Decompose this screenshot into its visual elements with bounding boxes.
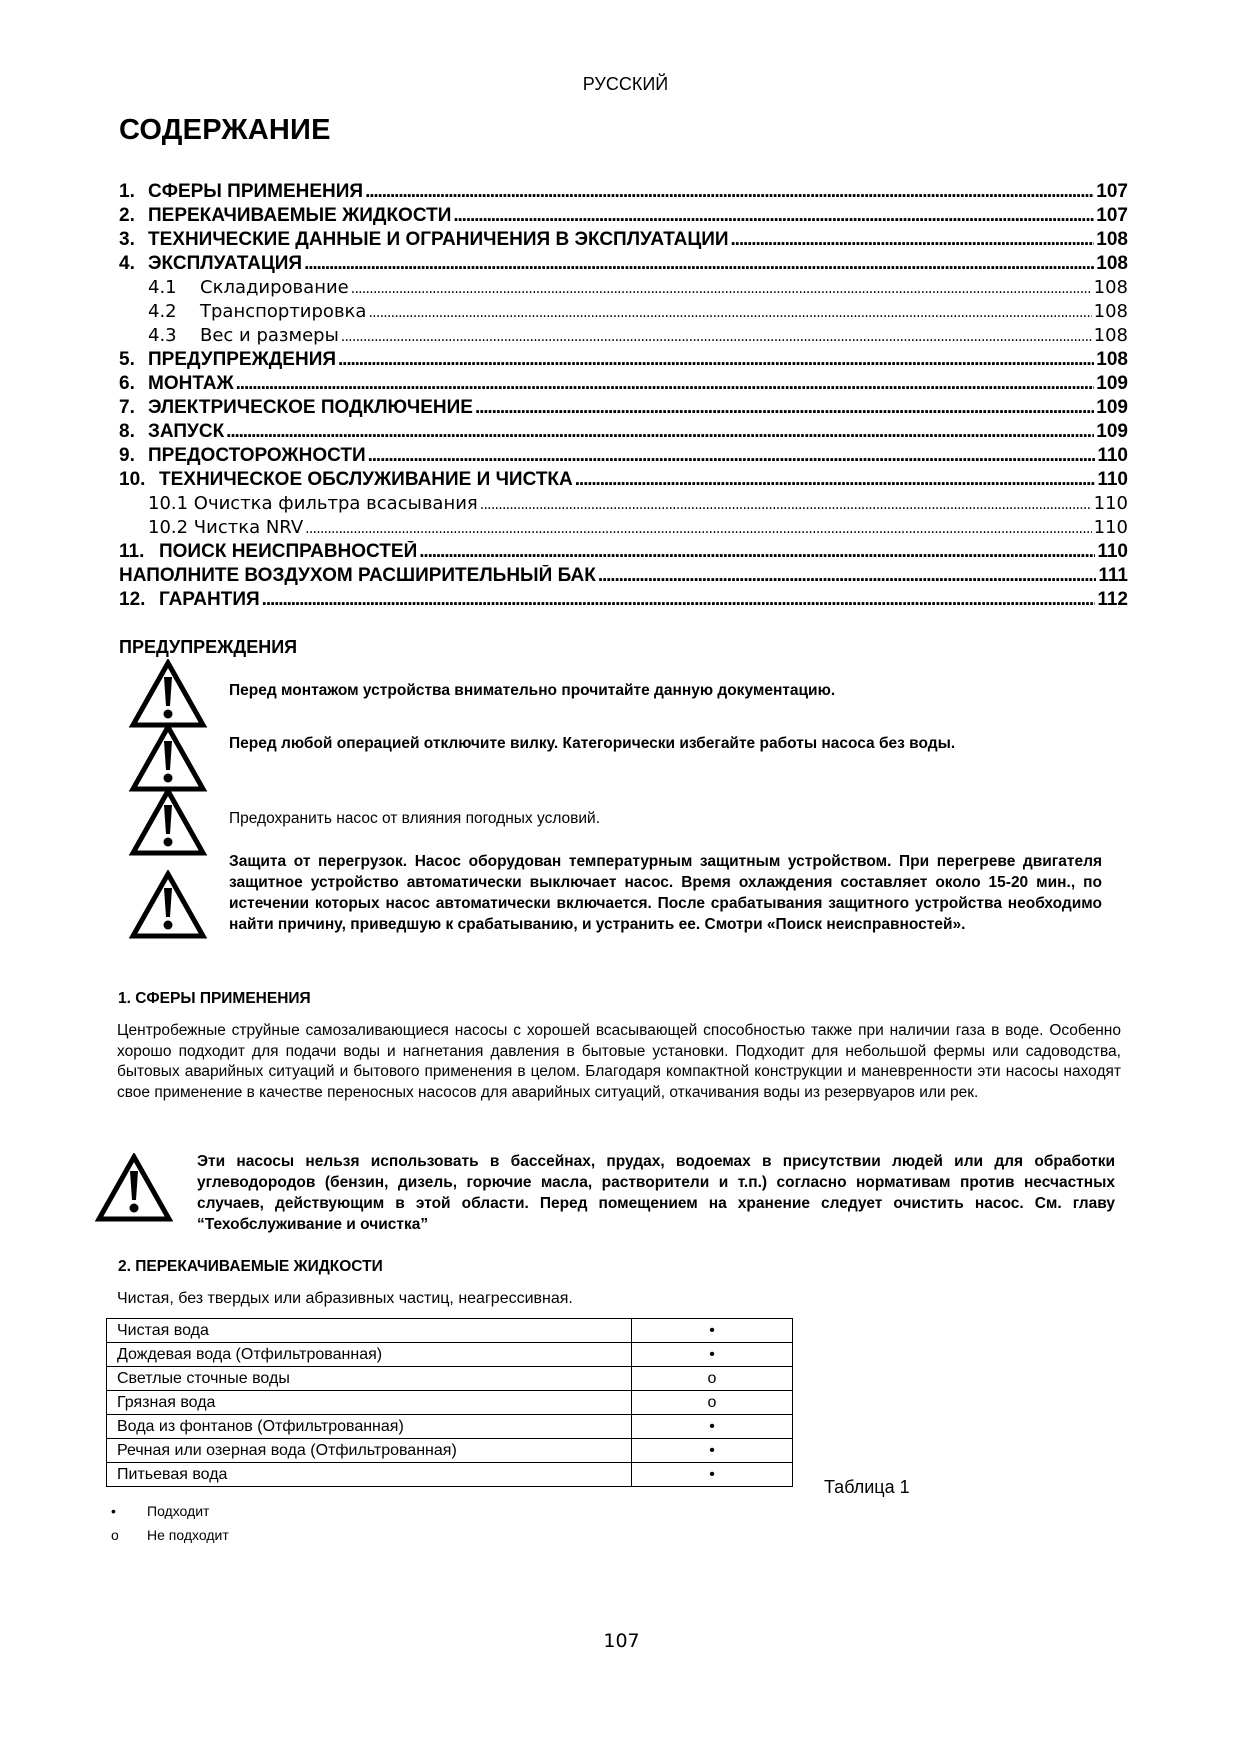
legend-item xyxy=(111,1527,229,1543)
toc-leader-dots xyxy=(236,373,1095,395)
suitability-mark: • xyxy=(632,1463,793,1487)
toc-leader-dots xyxy=(598,565,1097,587)
toc-item-label: МОНТАЖ xyxy=(148,373,234,394)
warnings-title: ПРЕДУПРЕЖДЕНИЯ xyxy=(119,637,298,657)
warning-text: Перед монтажом устройства внимательно прочитайте данную документацию. xyxy=(229,682,836,699)
toc-item-label: ЭКСПЛУАТАЦИЯ xyxy=(148,253,303,274)
toc-item-page: 108 xyxy=(1096,349,1128,370)
toc-item-number: 10. xyxy=(119,469,146,490)
suitability-mark: • xyxy=(632,1415,793,1439)
language-label: РУССКИЙ xyxy=(582,74,669,94)
warning-triangle-icon xyxy=(129,787,207,857)
liquid-name: Грязная вода xyxy=(107,1391,632,1415)
toc-item-page: 110 xyxy=(1097,469,1128,490)
toc-leader-dots xyxy=(575,469,1096,491)
toc-item-page: 112 xyxy=(1097,589,1128,610)
toc-leader-dots xyxy=(368,301,1091,322)
suitability-mark: • xyxy=(632,1319,793,1343)
toc-item-number: 8. xyxy=(119,421,135,442)
legend-item xyxy=(111,1503,209,1519)
toc-item-label: Вес и размеры xyxy=(200,325,339,346)
toc-leader-dots xyxy=(262,589,1096,611)
toc-item[interactable] xyxy=(119,205,1128,229)
toc-subitem[interactable] xyxy=(119,277,1128,301)
table-row xyxy=(107,1439,793,1463)
suitability-mark: o xyxy=(632,1367,793,1391)
toc-item-number: 2. xyxy=(119,205,135,226)
page-number xyxy=(0,1630,1241,1652)
table-row xyxy=(107,1391,793,1415)
toc-leader-dots xyxy=(341,325,1092,346)
toc-leader-dots xyxy=(368,445,1096,467)
toc-item-label: ПРЕДОСТОРОЖНОСТИ xyxy=(148,445,366,466)
toc-item-page: 110 xyxy=(1097,541,1128,562)
liquid-name: Дождевая вода (Отфильтрованная) xyxy=(107,1343,632,1367)
toc-item-number: 4.3 xyxy=(148,325,177,346)
toc-subitem[interactable] xyxy=(119,301,1128,325)
toc-leader-dots xyxy=(731,229,1095,251)
toc-item-page: 111 xyxy=(1098,565,1128,586)
toc-item-label: Транспортировка xyxy=(200,301,367,322)
liquid-name: Вода из фонтанов (Отфильтрованная) xyxy=(107,1415,632,1439)
suitability-mark: • xyxy=(632,1343,793,1367)
liquid-name: Светлые сточные воды xyxy=(107,1367,632,1391)
section-paragraph: Центробежные струйные самозаливающиеся насосы с хорошей всасывающей способностью также при наличии газа в воде. Особенно хорошо подходит для подачи воды и нагнетания давления в бытовые установки. Подходит для небольшой фермы или садоводства, бытовых аварийных ситуаций и бытового применения в целом. Благодаря компактной конструкции и маневренности эти насосы находят свое применение в качестве переносных насосов для аварийных ситуаций, откачивания воды из резервуаров или рек. xyxy=(117,1022,1121,1101)
liquid-name: Чистая вода xyxy=(107,1319,632,1343)
toc-leader-dots xyxy=(226,421,1094,443)
toc-leader-dots xyxy=(480,493,1092,514)
warning-text: Эти насосы нельзя использовать в бассейнах, прудах, водоемах в присутствии людей или для обработки углеводородов (бензин, дизель, горючие масла, растворители и т.п.) согласно нормативам против несчастных случаев, действующим в этой области. Перед помещением на хранение следует очистить насос. См. главу “Техобслуживание и очистка” xyxy=(197,1153,1115,1233)
toc-subitem[interactable] xyxy=(119,493,1128,517)
toc-item-page: 109 xyxy=(1096,373,1128,394)
liquid-name: Питьевая вода xyxy=(107,1463,632,1487)
liquid-name: Речная или озерная вода (Отфильтрованная) xyxy=(107,1439,632,1463)
table-row xyxy=(107,1415,793,1439)
toc-leader-dots xyxy=(475,397,1094,419)
toc-item-number: 9. xyxy=(119,445,135,466)
toc-item-page: 108 xyxy=(1096,253,1128,274)
toc-item-label: ПЕРЕКАЧИВАЕМЫЕ ЖИДКОСТИ xyxy=(148,205,452,226)
toc-item[interactable] xyxy=(119,589,1128,613)
toc-leader-dots xyxy=(453,205,1094,227)
legend-label: Не подходит xyxy=(147,1527,229,1543)
toc-item-page: 110 xyxy=(1093,493,1128,514)
toc-item-label: ПОИСК НЕИСПРАВНОСТЕЙ xyxy=(159,541,418,562)
toc-leader-dots xyxy=(419,541,1095,563)
toc-item-label: СФЕРЫ ПРИМЕНЕНИЯ xyxy=(148,181,364,202)
toc-item-page: 108 xyxy=(1096,229,1128,250)
toc-leader-dots xyxy=(338,349,1094,371)
toc-item[interactable] xyxy=(119,349,1128,373)
language-header xyxy=(0,74,1241,95)
toc-leader-dots xyxy=(365,181,1094,203)
toc-leader-dots xyxy=(351,277,1092,298)
warning-triangle-icon xyxy=(129,723,207,793)
toc-item-number: 3. xyxy=(119,229,135,250)
toc-item-page: 107 xyxy=(1096,181,1128,202)
toc-item-number: 6. xyxy=(119,373,135,394)
toc-item[interactable] xyxy=(119,253,1128,277)
toc-item-label: ТЕХНИЧЕСКИЕ ДАННЫЕ И ОГРАНИЧЕНИЯ В ЭКСПЛУАТАЦИИ xyxy=(148,229,729,250)
toc-item-number: 7. xyxy=(119,397,135,418)
table-row xyxy=(107,1367,793,1391)
toc-item[interactable] xyxy=(119,421,1128,445)
toc-subitem[interactable] xyxy=(119,325,1128,349)
toc-item-number: 11. xyxy=(119,541,145,562)
toc-item[interactable] xyxy=(119,445,1128,469)
warning-text: Перед любой операцией отключите вилку. Категорически избегайте работы насоса без воды. xyxy=(229,735,956,752)
toc-item-number: 1. xyxy=(119,181,135,202)
toc-item-number: 5. xyxy=(119,349,135,370)
liquids-table xyxy=(106,1318,793,1487)
toc-leader-dots xyxy=(305,517,1091,538)
toc-item[interactable] xyxy=(119,541,1128,565)
toc-item-label: 10.2 Чистка NRV xyxy=(148,517,304,538)
toc-item[interactable] xyxy=(119,373,1128,397)
toc-item[interactable] xyxy=(119,181,1128,205)
toc-item-page: 108 xyxy=(1093,301,1128,322)
toc-item-number: 12. xyxy=(119,589,146,610)
toc-item-label: Складирование xyxy=(200,277,349,298)
toc-leader-dots xyxy=(304,253,1094,275)
suitability-mark: • xyxy=(632,1439,793,1463)
toc-item-page: 109 xyxy=(1096,397,1128,418)
table-row xyxy=(107,1343,793,1367)
toc-item[interactable] xyxy=(119,565,1128,589)
legend-symbol: • xyxy=(111,1503,116,1519)
toc-item-page: 108 xyxy=(1093,325,1128,346)
legend-symbol: o xyxy=(111,1527,119,1543)
section-heading: 2. ПЕРЕКАЧИВАЕМЫЕ ЖИДКОСТИ xyxy=(118,1258,383,1275)
warning-triangle-icon xyxy=(129,870,207,940)
toc-item-page: 109 xyxy=(1096,421,1128,442)
warning-text: Защита от перегрузок. Насос оборудован температурным защитным устройством. При перегреве двигателя защитное устройство автоматически выключает насос. Время охлаждения составляет около 15-20 мин., по истечении которых насос автоматически включается. После срабатывания защитного устройства необходимо найти причину, приведшую к срабатыванию, и устранить ее. Смотри «Поиск неисправностей». xyxy=(229,853,1102,933)
toc-item-page: 110 xyxy=(1093,517,1128,538)
toc-item-number: 4.1 xyxy=(148,277,177,298)
table-caption: Таблица 1 xyxy=(824,1477,910,1497)
toc-title: СОДЕРЖАНИЕ xyxy=(119,114,331,146)
section-intro: Чистая, без твердых или абразивных частиц, неагрессивная. xyxy=(117,1290,573,1307)
legend-label: Подходит xyxy=(147,1503,210,1519)
table-row xyxy=(107,1319,793,1343)
toc-item-label: ПРЕДУПРЕЖДЕНИЯ xyxy=(148,349,337,370)
page-number-label: 107 xyxy=(603,1630,640,1652)
warning-triangle-icon xyxy=(129,659,207,729)
section-heading: 1. СФЕРЫ ПРИМЕНЕНИЯ xyxy=(118,990,311,1007)
toc-item-label: НАПОЛНИТЕ ВОЗДУХОМ РАСШИРИТЕЛЬНЫЙ БАК xyxy=(119,565,596,586)
toc-subitem[interactable] xyxy=(119,517,1128,541)
toc-item-page: 108 xyxy=(1093,277,1128,298)
warning-text: Предохранить насос от влияния погодных условий. xyxy=(229,810,601,827)
warning-triangle-icon xyxy=(95,1153,173,1223)
toc-item-label: ЭЛЕКТРИЧЕСКОЕ ПОДКЛЮЧЕНИЕ xyxy=(148,397,473,418)
toc-item[interactable] xyxy=(119,397,1128,421)
toc-item-number: 4.2 xyxy=(148,301,177,322)
toc-item-label: ЗАПУСК xyxy=(148,421,225,442)
toc-item-label: 10.1 Очистка фильтра всасывания xyxy=(148,493,478,514)
toc-item[interactable] xyxy=(119,229,1128,253)
table-row xyxy=(107,1463,793,1487)
toc-item-page: 107 xyxy=(1096,205,1128,226)
suitability-mark: o xyxy=(632,1391,793,1415)
toc-item-number: 4. xyxy=(119,253,135,274)
toc-item-label: ГАРАНТИЯ xyxy=(159,589,260,610)
table-of-contents xyxy=(119,181,1128,613)
toc-item-label: ТЕХНИЧЕСКОЕ ОБСЛУЖИВАНИЕ И ЧИСТКА xyxy=(159,469,573,490)
toc-item-page: 110 xyxy=(1097,445,1128,466)
toc-item[interactable] xyxy=(119,469,1128,493)
